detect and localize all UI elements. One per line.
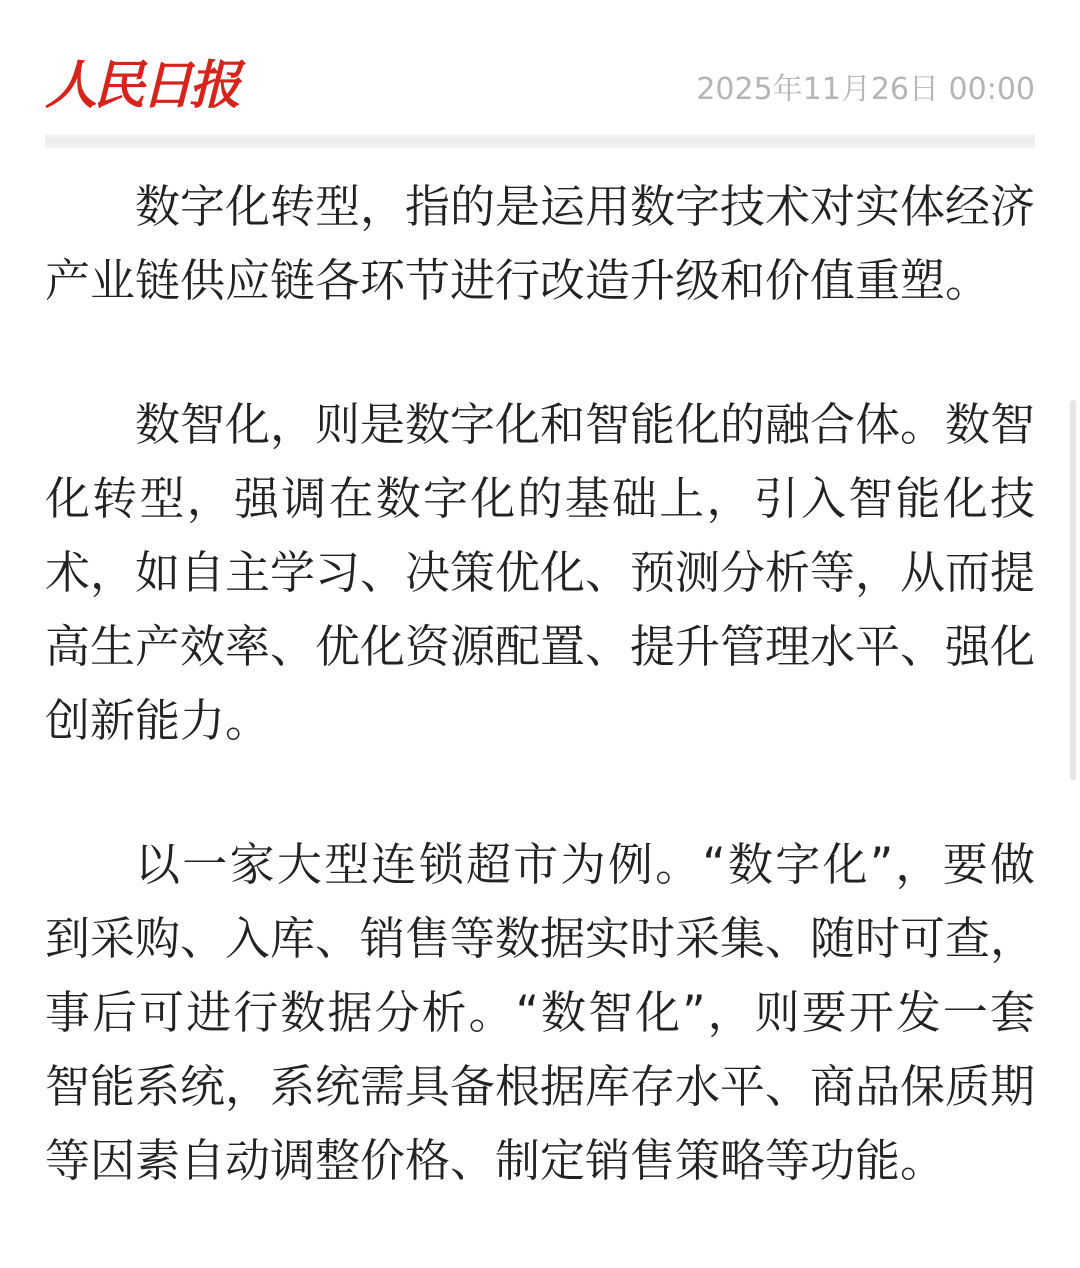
article-paragraph: 数智化，则是数字化和智能化的融合体。数智化转型，强调在数字化的基础上，引入智能化技术，如自主学习、决策优化、预测分析等，从而提高生产效率、优化资源配置、提升管理水平、强化创新能力。 xyxy=(45,398,1036,747)
article-paragraph: 数字化转型，指的是运用数字技术对实体经济产业链供应链各环节进行改造升级和价值重塑。 xyxy=(45,180,1036,307)
header-divider xyxy=(45,134,1035,148)
publish-date: 2025年11月26日 00:00 xyxy=(696,72,1035,107)
article-body xyxy=(45,170,1035,1268)
scrollbar[interactable] xyxy=(1070,400,1076,780)
publication-logo: 人民日报 xyxy=(45,55,238,116)
article-header xyxy=(45,55,1035,120)
article-paragraph: 以一家大型连锁超市为例。“数字化”，要做到采购、入库、销售等数据实时采集、随时可查，事后可进行数据分析。“数智化”，则要开发一套智能系统，系统需具备根据库存水平、商品保质期等因素自动调整价格、制定销售策略等功能。 xyxy=(45,838,1036,1187)
